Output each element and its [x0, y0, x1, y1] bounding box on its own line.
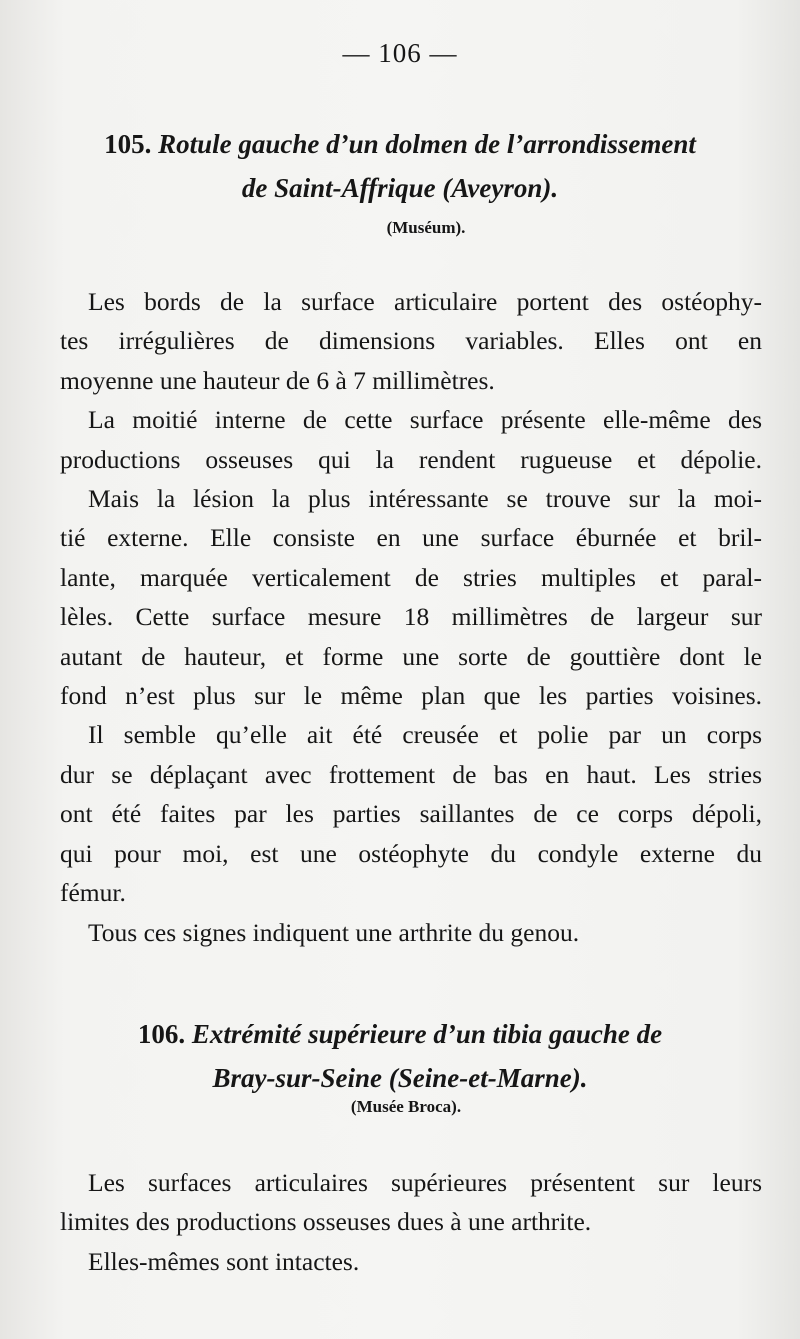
entry-heading-106 — [0, 1012, 800, 1100]
text-line: Mais la lésion la plus intéressante se trouve sur la moi- — [88, 484, 762, 514]
text-line: ont été faites par les parties saillantes de ce corps dépoli, — [60, 799, 762, 829]
paragraph — [60, 479, 762, 715]
text-line: Les surfaces articulaires supérieures présentent sur leurs — [88, 1168, 762, 1197]
text-line: Elles-mêmes sont intactes. — [88, 1246, 360, 1276]
entry-title-line-1 — [0, 1012, 800, 1056]
text-line: qui pour moi, est une ostéophyte du condyle externe du — [60, 838, 762, 868]
entry-title-line-2: Bray-sur-Seine (Seine-et-Marne). — [212, 1063, 588, 1093]
text-line: dur se déplaçant avec frottement de bas en haut. Les stries — [60, 759, 762, 789]
text-line: La moitié interne de cette surface présente elle-même des — [88, 405, 762, 435]
text-line: lante, marquée verticalement de stries multiples et paral- — [60, 562, 762, 592]
text-line: productions osseuses qui la rendent rugueuse et dépolie. — [60, 444, 762, 474]
paragraph — [60, 282, 762, 400]
entry-heading-105 — [0, 122, 800, 210]
text-line: lèles. Cette surface mesure 18 millimètres de largeur sur — [60, 602, 762, 632]
text-line: limites des productions osseuses dues à une arthrite. — [60, 1207, 592, 1237]
text-line: tes irrégulières de dimensions variables. Elles ont en — [60, 326, 762, 356]
text-line: fond n’est plus sur le même plan que les parties voisines. — [60, 681, 762, 711]
entry-source: (Muséum). — [386, 218, 466, 237]
entry-number: 105. — [104, 129, 152, 159]
paragraph — [60, 1242, 762, 1281]
entry-number: 106. — [137, 1019, 186, 1049]
page-number: — 106 — — [342, 38, 458, 68]
paragraph — [60, 913, 762, 952]
text-line: autant de hauteur, et forme une sorte de gouttière dont le — [60, 641, 762, 671]
entry-title-text: Rotule gauche d’un dolmen de l’arrondissement — [158, 129, 696, 159]
entry-body-105 — [60, 282, 762, 952]
text-line: Tous ces signes indiquent une arthrite du genou. — [88, 917, 580, 947]
text-line: Les bords de la surface articulaire portent des ostéophy- — [88, 287, 762, 316]
entry-source: (Musée Broca). — [350, 1097, 462, 1116]
text-line: tié externe. Elle consiste en une surface éburnée et bril- — [60, 523, 762, 553]
paragraph — [60, 715, 762, 912]
paragraph — [60, 400, 762, 479]
paragraph — [60, 1163, 762, 1242]
text-line: Il semble qu’elle ait été creusée et polie par un corps — [88, 720, 762, 750]
entry-body-106 — [60, 1163, 762, 1281]
entry-title-line-1 — [0, 122, 800, 166]
text-line: fémur. — [60, 878, 126, 908]
text-line: moyenne une hauteur de 6 à 7 millimètres. — [60, 365, 495, 395]
entry-title-text: Extrémité supérieure d’un tibia gauche de — [191, 1019, 663, 1049]
entry-title-line-2: de Saint-Affrique (Aveyron). — [241, 173, 559, 203]
